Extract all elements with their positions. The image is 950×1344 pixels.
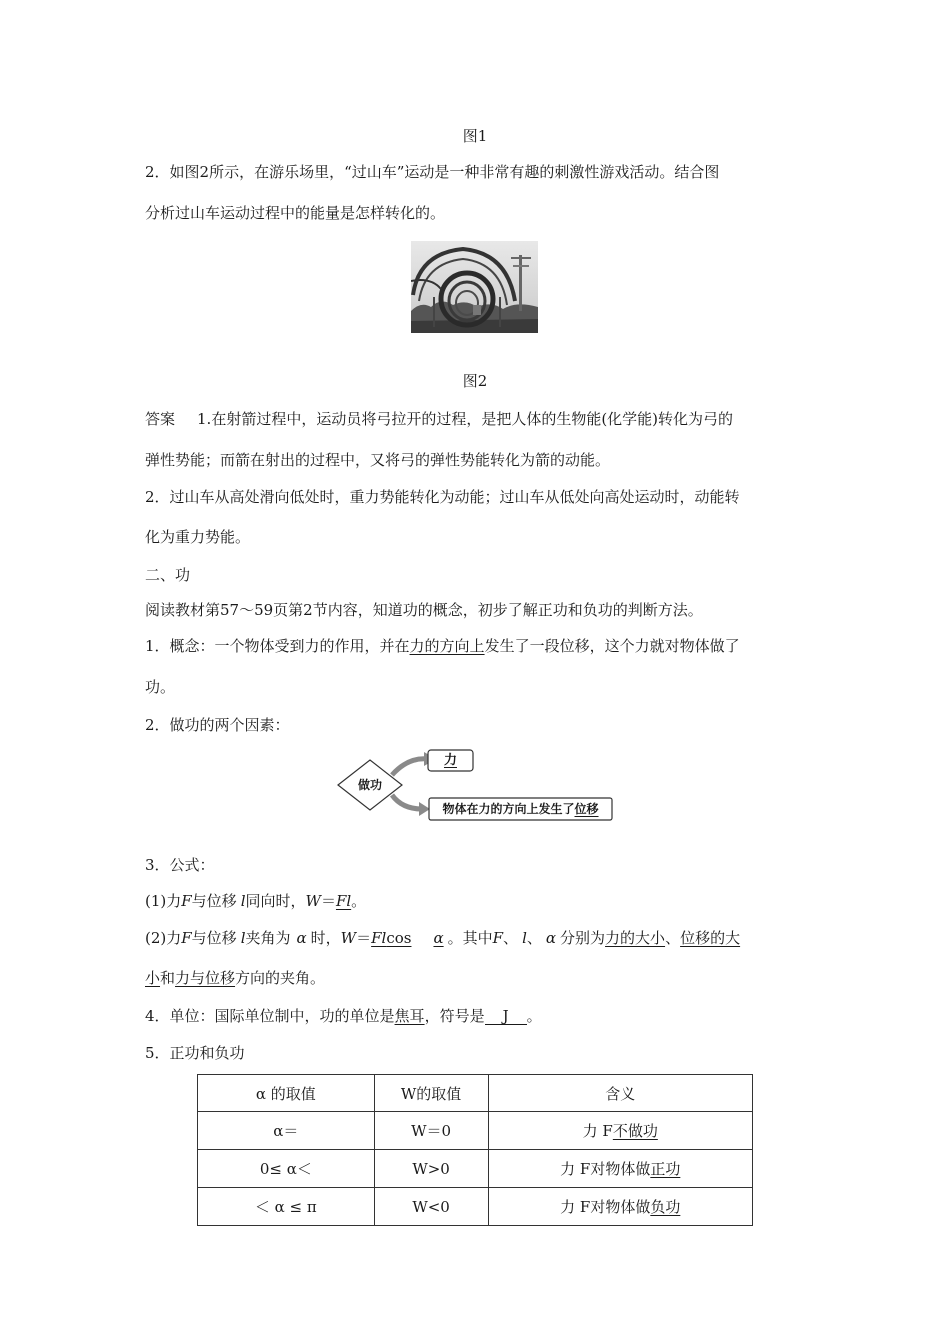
formula-title: 3．公式： [145, 856, 215, 874]
table-row [198, 1112, 753, 1150]
unit-line: 4．单位：国际单位制中，功的单位是焦耳，符号是 J 。 [145, 1007, 542, 1025]
reading-instruction: 阅读教材第57～59页第2节内容，知道功的概念，初步了解正功和负功的判断方法。 [145, 601, 703, 619]
formula-blank-disp: 位移的大 [680, 929, 741, 947]
section-heading-work: 二、功 [145, 566, 191, 584]
formula-blank-force: 力的大小 [605, 929, 666, 947]
table-row [198, 1150, 753, 1188]
unit-blank: 焦耳 [394, 1007, 425, 1025]
table-header-cell: 含义 [488, 1075, 753, 1112]
table-cell: α＝ [198, 1112, 375, 1150]
unit-symbol-blank: J [485, 1008, 527, 1025]
concept-post: 发生了一段位移，这个力就对物体做了 [484, 637, 740, 655]
concept-line-1 [145, 636, 740, 656]
table-cell: W>0 [374, 1150, 488, 1188]
table-cell: W＝0 [374, 1112, 488, 1150]
answer-text-1: 1.在射箭过程中，运动员将弓拉开的过程，是把人体的生物能(化学能)转化为弓的 [197, 410, 734, 428]
table-cell: 0≤ α＜ [198, 1150, 375, 1188]
concept-line-2: 功。 [145, 678, 176, 696]
question-2-line-2: 分析过山车运动过程中的能量是怎样转化的。 [145, 204, 446, 222]
figure-2-caption: 图2 [462, 372, 488, 390]
table-cell: 力 F对物体做正功 [488, 1150, 753, 1188]
concept-blank: 力的方向上 [409, 637, 485, 655]
pos-neg-title: 5．正功和负功 [145, 1044, 245, 1062]
concept-pre: 1．概念：一个物体受到力的作用，并在 [145, 637, 410, 655]
positive-negative-work-table [197, 1074, 753, 1226]
arrow-down-icon [392, 795, 422, 809]
formula-line-1: (1)力F与位移 l同向时，W＝Fl。 [145, 892, 367, 910]
table-cell: W<0 [374, 1188, 488, 1226]
answer-line-4: 化为重力势能。 [145, 528, 251, 546]
figure-1-caption: 图1 [462, 127, 488, 145]
diagram-box-displacement: 物体在力的方向上发生了位移 [442, 802, 599, 816]
factors-title: 2．做功的两个因素： [145, 716, 290, 734]
roller-coaster-photo [411, 241, 538, 333]
formula-blank-angle: 力与位移 [175, 969, 236, 987]
table-header-cell: α 的取值 [198, 1075, 375, 1112]
answer-line-1 [145, 409, 733, 429]
answer-line-3: 2．过山车从高处滑向低处时，重力势能转化为动能；过山车从低处向高处运动时，动能转 [145, 488, 740, 506]
formula-line-3: 小和力与位移方向的夹角。 [145, 969, 326, 987]
arrow-up-icon [392, 759, 428, 775]
formula-line-2: (2)力F与位移 l夹角为 α 时，W＝Flcos α 。其中F、 l、 α 分别为力的大小、位移的大 [145, 929, 741, 947]
table-cell: 力 F不做功 [488, 1112, 753, 1150]
formula-blank-fl: Fl [335, 892, 352, 910]
table-row [198, 1188, 753, 1226]
question-2-line-1: 2．如图2所示，在游乐场里，“过山车”运动是一种非常有趣的刺激性游戏活动。结合图 [145, 163, 720, 181]
diagram-box-force: 力 [443, 753, 457, 768]
answer-label: 答案 [145, 410, 176, 428]
table-header-row [198, 1075, 753, 1112]
formula-blank-flcos: Flcos α [371, 929, 444, 947]
answer-line-2: 弹性势能；而箭在射出的过程中，又将弓的弹性势能转化为箭的动能。 [145, 451, 611, 469]
table-header-cell: W的取值 [374, 1075, 488, 1112]
work-factors-diagram [336, 745, 616, 825]
diagram-center-label: 做功 [357, 778, 382, 792]
table-cell: 力 F对物体做负功 [488, 1188, 753, 1226]
table-cell: ＜ α ≤ π [198, 1188, 375, 1226]
